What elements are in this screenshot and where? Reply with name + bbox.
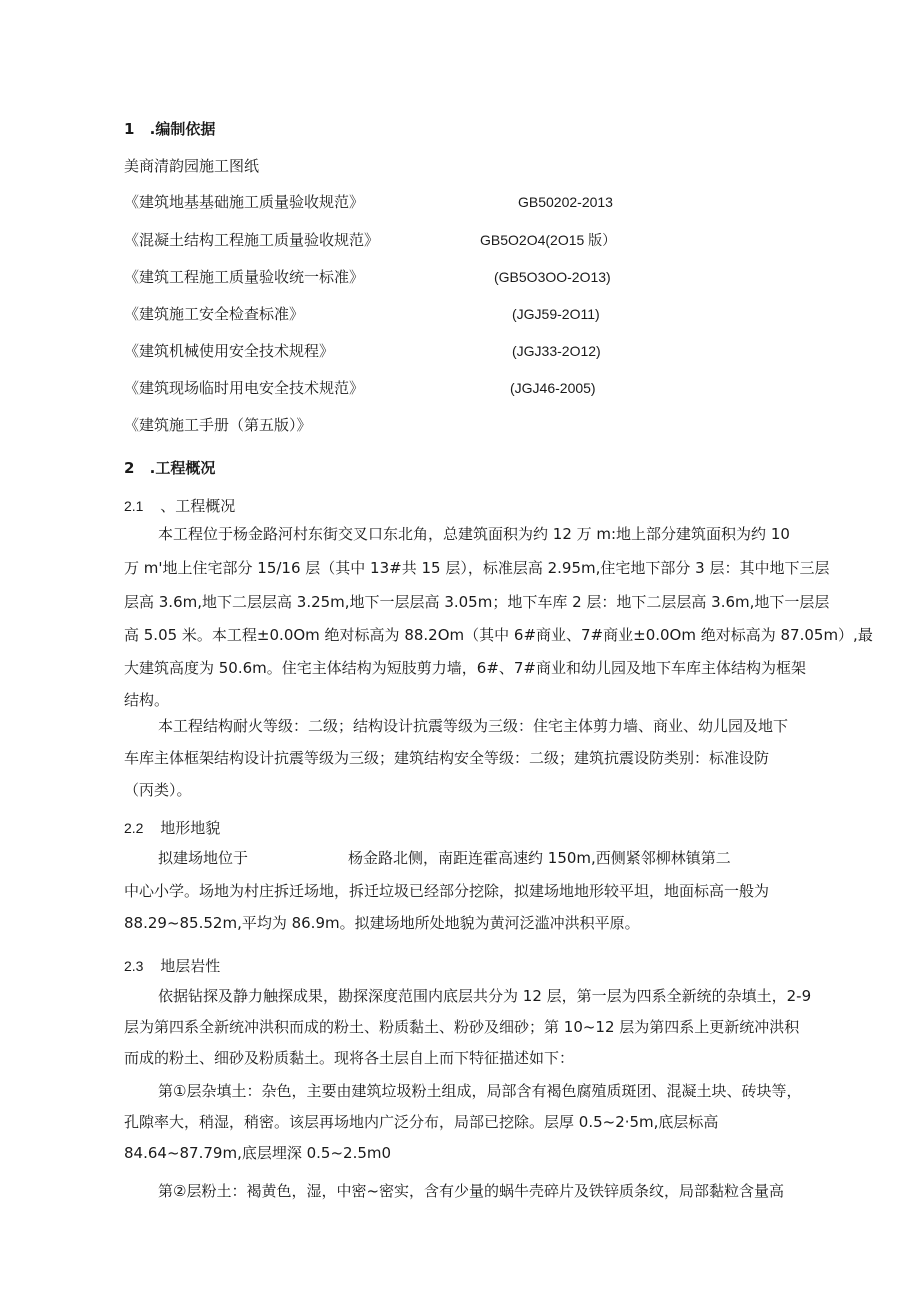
paragraph-line: 杨金路北侧，南距连霍高速约 150m,西侧紧邻柳林镇第二: [348, 849, 731, 867]
paragraph-line: 第①层杂填土：杂色，主要由建筑垃圾粉土组成，局部含有褐色腐殖质斑团、混凝土块、砖块等，: [158, 1082, 802, 1100]
section-1-title: .编制依据: [149, 120, 216, 138]
spec-code: (JGJ33-2O12): [512, 343, 601, 359]
paragraph-line: 而成的粉土、细砂及粉质黏土。现将各土层自上而下特征描述如下：: [124, 1049, 575, 1067]
section-1-number: 1: [124, 120, 135, 138]
spec-name: 《建筑地基基础施工质量验收规范》: [124, 193, 365, 211]
subsection-2-1-heading: [124, 496, 235, 516]
subsection-title: 地层岩性: [160, 957, 221, 975]
paragraph-line: 孔隙率大，稍湿，稍密。该层再场地内广泛分布，局部已挖除。层厚 0.5~2·5m,底层标高: [124, 1113, 719, 1131]
subsection-title: 地形地貌: [160, 819, 221, 837]
subsection-number: 2.1: [124, 498, 144, 514]
spec-name: 《建筑机械使用安全技术规程》: [124, 342, 335, 360]
paragraph-line: 结构。: [124, 691, 170, 709]
section-1-heading: [124, 119, 215, 139]
subsection-number: 2.2: [124, 820, 144, 836]
spec-name: 《混凝土结构工程施工质量验收规范》: [124, 231, 380, 249]
paragraph-line: 拟建场地位于: [158, 849, 249, 867]
paragraph-line: 本工程结构耐火等级：二级；结构设计抗震等级为三级：住宅主体剪力墙、商业、幼儿园及地下: [158, 717, 789, 735]
paragraph-line: 大建筑高度为 50.6m。住宅主体结构为短肢剪力墙，6#、7#商业和幼儿园及地下车库主体结构为框架: [124, 659, 807, 677]
subsection-2-2-heading: [124, 818, 220, 838]
paragraph-line: 万 m'地上住宅部分 15/16 层（其中 13#共 15 层），标准层高 2.95m,住宅地下部分 3 层：其中地下三层: [124, 559, 830, 577]
drawing-reference: 美商清韵园施工图纸: [124, 157, 260, 175]
spec-code: (JGJ46-2005): [510, 380, 596, 396]
subsection-title: 、工程概况: [160, 497, 236, 515]
subsection-2-3-heading: [124, 956, 220, 976]
paragraph-line: （丙类）。: [124, 781, 192, 799]
spec-name: 《建筑施工安全检查标准》: [124, 305, 305, 323]
paragraph-line: 本工程位于杨金路河村东街交叉口东北角，总建筑面积为约 12 万 m:地上部分建筑面积为约 10: [158, 525, 790, 543]
spec-name: 《建筑现场临时用电安全技术规范》: [124, 379, 365, 397]
section-2-title: .工程概况: [149, 459, 216, 477]
section-2-number: 2: [124, 459, 135, 477]
spec-code: (GB5O3OO-2O13): [494, 269, 611, 285]
paragraph-line: 层高 3.6m,地下二层层高 3.25m,地下一层层高 3.05m；地下车库 2 层：地下二层层高 3.6m,地下一层层: [124, 593, 830, 611]
paragraph-line: 第②层粉土：褐黄色，湿，中密~密实，含有少量的蜗牛壳碎片及铁锌质条纹，局部黏粒含量高: [158, 1182, 785, 1200]
spec-name: 《建筑工程施工质量验收统一标准》: [124, 268, 365, 286]
section-2-heading: [124, 458, 215, 478]
paragraph-line: 84.64~87.79m,底层埋深 0.5~2.5m0: [124, 1144, 392, 1162]
subsection-number: 2.3: [124, 958, 144, 974]
paragraph-line: 88.29~85.52m,平均为 86.9m。拟建场地所处地貌为黄河泛滥冲洪积平原。: [124, 914, 640, 932]
paragraph-line: 依据钻探及静力触探成果，勘探深度范围内底层共分为 12 层，第一层为四系全新统的杂填土，2-9: [158, 987, 812, 1005]
paragraph-line: 层为第四系全新统冲洪积而成的粉土、粉质黏土、粉砂及细砂；第 10~12 层为第四系上更新统冲洪积: [124, 1018, 800, 1036]
spec-name: 《建筑施工手册（第五版）》: [124, 416, 312, 434]
spec-code: (JGJ59-2O11): [512, 306, 600, 322]
spec-code: GB50202-2013: [518, 194, 613, 210]
paragraph-line: 高 5.05 米。本工程±0.0Om 绝对标高为 88.2Om（其中 6#商业、7#商业±0.0Om 绝对标高为 87.05m）,最: [124, 626, 873, 644]
paragraph-line: 车库主体框架结构设计抗震等级为三级；建筑结构安全等级：二级；建筑抗震设防类别：标准设防: [124, 749, 770, 767]
spec-code: GB5O2O4(2O15 版）: [480, 232, 617, 248]
paragraph-line: 中心小学。场地为村庄拆迁场地，拆迁垃圾已经部分挖除，拟建场地地形较平坦，地面标高一般为: [124, 882, 770, 900]
